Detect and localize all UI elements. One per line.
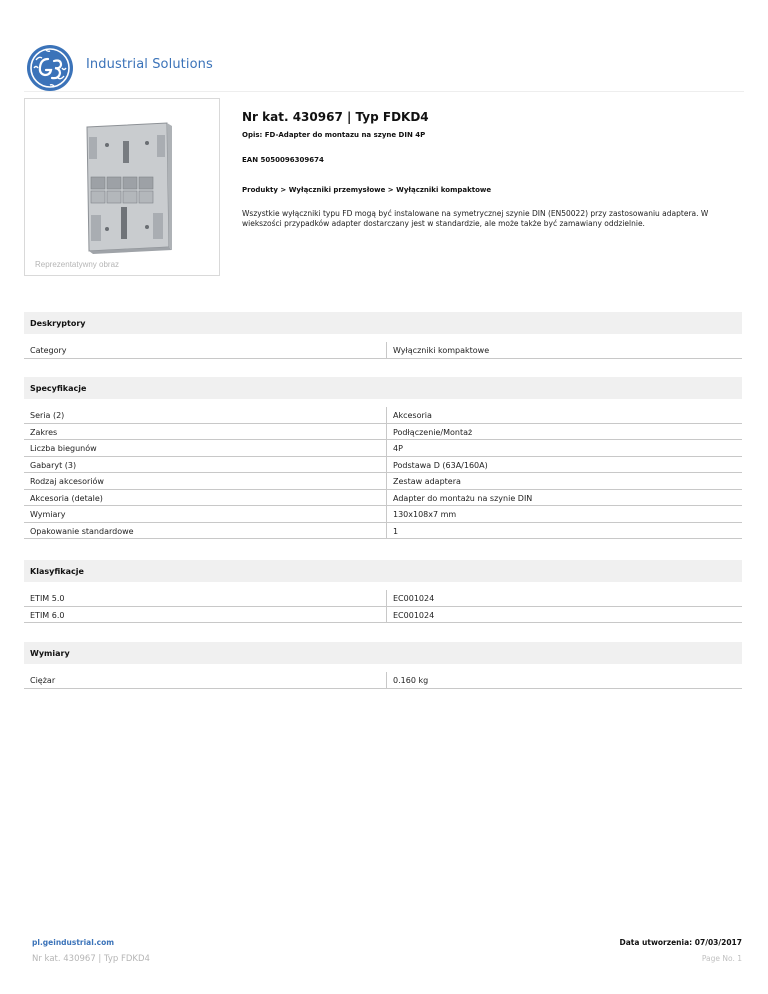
product-intro-text: Wszystkie wyłączniki typu FD mogą być instalowane na symetrycznej szynie DIN (EN50022) przy zastosowaniu adaptera. W wiekszości przypadków adapter dostarczany jest w standardzie, ale może także być zamawiany oddzielnie. xyxy=(242,209,709,228)
section-rows xyxy=(24,672,742,689)
image-caption: Reprezentatywny obraz xyxy=(35,260,120,269)
spec-value: Podstawa D (63A/160A) xyxy=(393,460,488,470)
spec-key: ETIM 5.0 xyxy=(30,594,65,603)
spec-row xyxy=(24,457,742,474)
spec-value-cell xyxy=(386,477,461,486)
spec-key: Rodzaj akcesoriów xyxy=(30,477,104,486)
product-title: Nr kat. 430967 | Typ FDKD4 xyxy=(242,110,429,124)
spec-key: ETIM 6.0 xyxy=(30,610,65,620)
spec-value: Adapter do montażu na szynie DIN xyxy=(393,493,533,503)
spec-value-cell xyxy=(386,428,472,437)
product-ean: EAN 5050096309674 xyxy=(242,156,324,164)
section-heading: Deskryptory xyxy=(24,312,742,334)
spec-value: Wyłączniki kompaktowe xyxy=(393,346,490,355)
spec-value-cell xyxy=(386,494,532,503)
spec-value: Podłączenie/Montaż xyxy=(393,427,473,437)
spec-value-cell xyxy=(386,527,398,536)
spec-value: Akcesoria xyxy=(393,411,432,420)
section-wymiary xyxy=(24,642,742,689)
din-adapter-image xyxy=(77,119,177,254)
footer-url-link[interactable]: pl.geindustrial.com xyxy=(32,938,115,947)
footer-page-number: Page No. 1 xyxy=(701,954,742,963)
spec-row xyxy=(24,607,742,624)
section-klasyfikacje xyxy=(24,560,742,623)
spec-value-cell xyxy=(386,411,432,420)
spec-row xyxy=(24,424,742,441)
breadcrumb-item[interactable]: Produkty xyxy=(242,186,278,194)
spec-value-cell xyxy=(386,594,434,603)
spec-row xyxy=(24,506,742,523)
spec-key: Akcesoria (detale) xyxy=(30,493,103,503)
spec-key: Wymiary xyxy=(30,510,66,519)
spec-value-cell xyxy=(386,346,489,355)
section-specyfikacje xyxy=(24,377,742,539)
spec-row xyxy=(24,672,742,689)
spec-key: Ciężar xyxy=(30,676,56,685)
spec-value-cell xyxy=(386,444,403,453)
spec-value: EC001024 xyxy=(393,610,435,620)
spec-value-cell xyxy=(386,676,428,685)
spec-value: 4P xyxy=(393,444,403,453)
spec-value: 0.160 kg xyxy=(393,676,429,685)
spec-value-cell xyxy=(386,611,434,620)
section-rows xyxy=(24,342,742,359)
spec-key: Liczba biegunów xyxy=(30,444,97,453)
section-rows xyxy=(24,590,742,623)
spec-value-cell xyxy=(386,461,488,470)
spec-key: Zakres xyxy=(30,427,58,437)
spec-row xyxy=(24,407,742,424)
footer-title: Nr kat. 430967 | Typ FDKD4 xyxy=(32,954,150,964)
spec-row xyxy=(24,590,742,607)
spec-key: Category xyxy=(30,346,67,355)
spec-value: Zestaw adaptera xyxy=(393,477,461,486)
ge-logo-icon xyxy=(26,44,74,92)
spec-row xyxy=(24,523,742,540)
spec-row xyxy=(24,473,742,490)
breadcrumb-separator: > xyxy=(387,186,394,194)
footer-created-date: Data utworzenia: 07/03/2017 xyxy=(619,938,742,947)
spec-key: Opakowanie standardowe xyxy=(30,526,134,536)
section-heading: Specyfikacje xyxy=(24,377,742,399)
spec-key: Seria (2) xyxy=(30,411,65,420)
section-heading: Wymiary xyxy=(24,642,742,664)
spec-row xyxy=(24,490,742,507)
section-deskryptory xyxy=(24,312,742,359)
spec-value: 1 xyxy=(393,526,399,536)
spec-value: 130x108x7 mm xyxy=(393,510,457,519)
spec-value-cell xyxy=(386,510,456,519)
product-description: Opis: FD-Adapter do montazu na szyne DIN 4P xyxy=(242,131,426,139)
spec-key: Gabaryt (3) xyxy=(30,460,77,470)
breadcrumb-item[interactable]: Wyłączniki przemysłowe xyxy=(288,186,386,194)
page-header xyxy=(24,40,744,92)
breadcrumb-item[interactable]: Wyłączniki kompaktowe xyxy=(396,186,492,194)
spec-row xyxy=(24,440,742,457)
section-heading: Klasyfikacje xyxy=(24,560,742,582)
spec-value: EC001024 xyxy=(393,594,435,603)
product-image-frame xyxy=(24,98,220,276)
breadcrumb xyxy=(242,186,491,194)
brand-name: Industrial Solutions xyxy=(86,57,213,72)
spec-row xyxy=(24,342,742,359)
breadcrumb-separator: > xyxy=(280,186,287,194)
section-rows xyxy=(24,407,742,539)
